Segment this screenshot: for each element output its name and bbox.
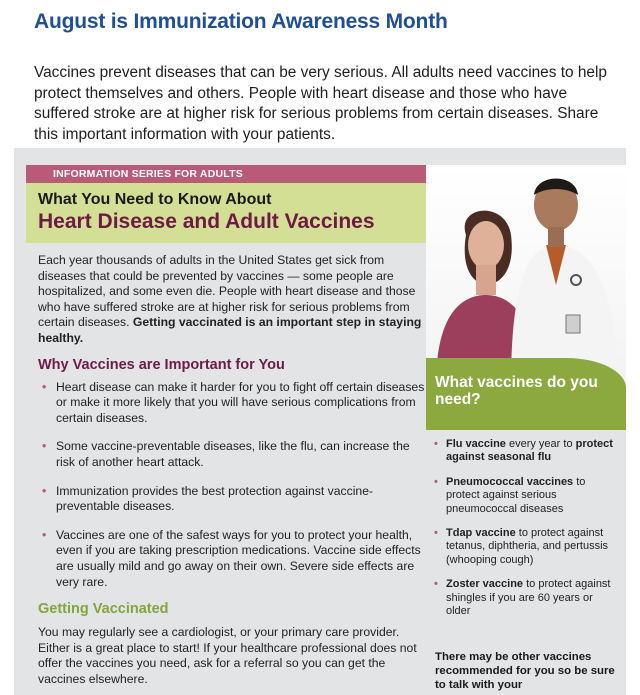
- series-bar: INFORMATION SERIES FOR ADULTS: [26, 165, 438, 183]
- patient-doctor-photo: [426, 165, 626, 385]
- getting-heading: Getting Vaccinated: [38, 601, 169, 618]
- why-heading: Why Vaccines are Important for You: [38, 356, 285, 373]
- list-item: • Heart disease can make it harder for you to fight off certain diseases or make it more likely that you will have serious complications from certain diseases.: [38, 380, 428, 427]
- vaccines-list: [434, 438, 614, 629]
- list-item: • Flu vaccine every year to protect against seasonal flu: [434, 438, 614, 465]
- title-box: [26, 183, 438, 243]
- list-item: • Tdap vaccine to protect against tetanus, diphtheria, and pertussis (whooping cough): [434, 527, 614, 567]
- title-line1: What You Need to Know About: [38, 191, 272, 208]
- flyer-intro: Each year thousands of adults in the United States get sick from diseases that could be prevented by vaccines — some people are hospitalized, and some even die. People with heart disease and those who have suffered stroke are at higher risk for serious problems from certain diseases. Getting vaccinated is an important step in staying healthy.: [38, 253, 422, 345]
- vaccines-panel-heading: What vaccines do you need?: [435, 374, 598, 408]
- why-bullets: [38, 380, 428, 591]
- intro-paragraph: Vaccines prevent diseases that can be very serious. All adults need vaccines to help protect themselves and others. People with heart disease and those who have suffered stroke are at higher risk for serious problems from certain diseases. Share this important information with your patients.: [34, 64, 607, 143]
- more-vaccines-note: There may be other vaccines recommended for you so be sure to talk with your: [435, 651, 615, 691]
- flyer: [14, 148, 626, 695]
- flyer-content: [38, 253, 428, 687]
- list-item: • Pneumococcal vaccines to protect against serious pneumococcal diseases: [434, 476, 614, 516]
- photo-illustration: [426, 165, 626, 385]
- title-line2: Heart Disease and Adult Vaccines: [38, 210, 375, 233]
- list-item: • Zoster vaccine to protect against shingles if you are 60 years or older: [434, 578, 614, 618]
- list-item: • Vaccines are one of the safest ways for you to protect your health, even if you are taking prescription medications. Vaccine side effects are usually mild and go away on their own. Severe side effects are very rare.: [38, 528, 428, 590]
- vaccines-panel: [426, 358, 626, 695]
- page-heading: August is Immunization Awareness Month: [34, 10, 448, 33]
- flyer-intro-bold: Getting vaccinated is an important step in staying healthy.: [38, 315, 422, 345]
- list-item: • Some vaccine-preventable diseases, like the flu, can increase the risk of another heart attack.: [38, 439, 428, 470]
- getting-text: You may regularly see a cardiologist, or your primary care provider. Either is a great place to start! If your healthcare professional does not offer the vaccines you need, ask for a referral so you can get the vaccines elsewhere.: [38, 625, 417, 686]
- list-item: • Immunization provides the best protection against vaccine-preventable diseases.: [38, 484, 428, 515]
